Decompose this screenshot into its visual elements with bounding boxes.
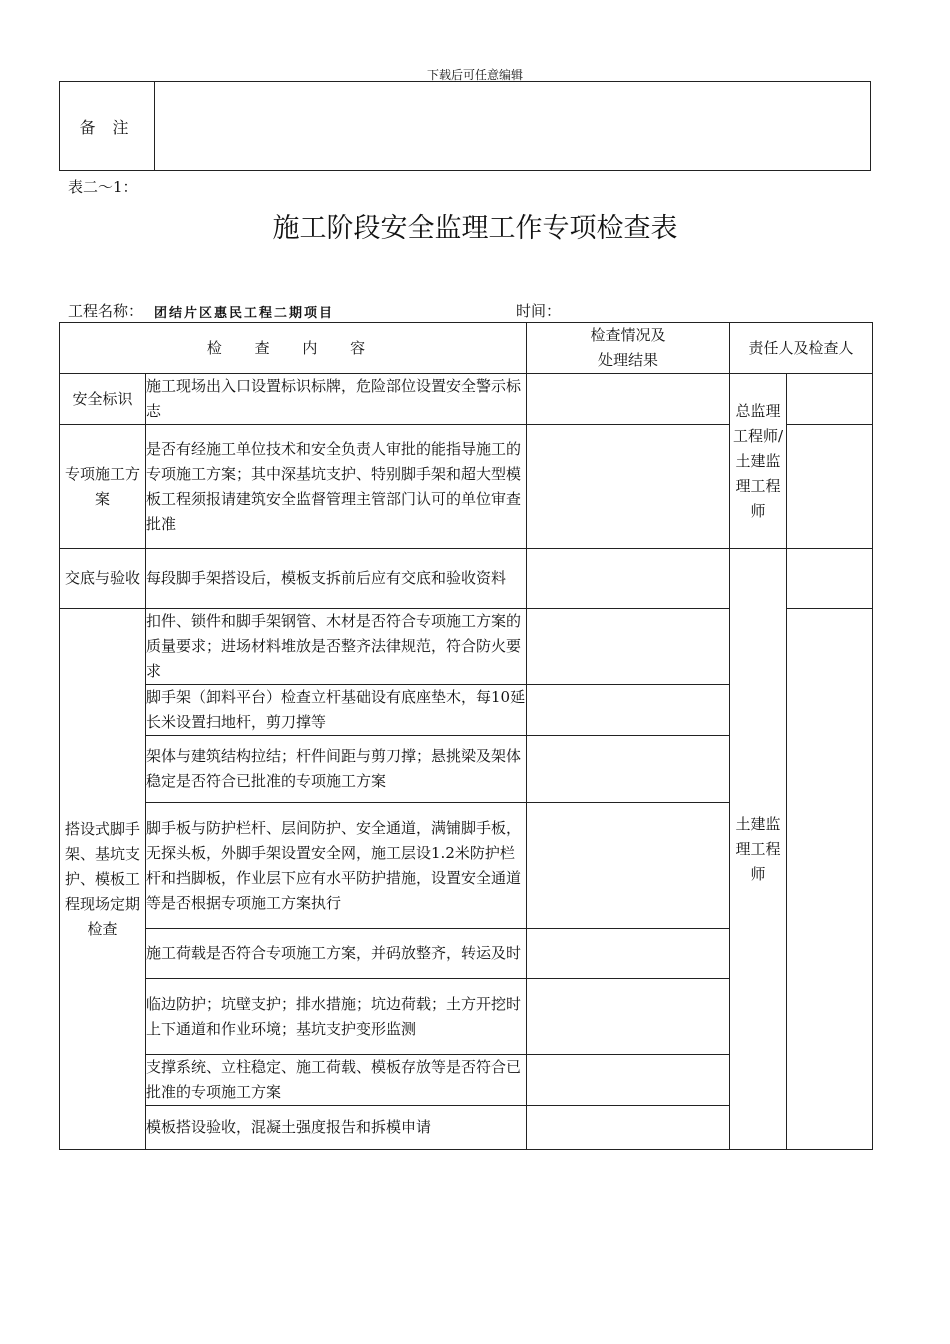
table-row <box>60 374 873 425</box>
check-item: 架体与建筑结构拉结；杆件间距与剪刀撑；悬挑梁及架体稳定是否符合已批准的专项施工方案 <box>146 736 527 803</box>
table-header-row <box>60 323 873 374</box>
check-item: 是否有经施工单位技术和安全负责人审批的能指导施工的专项施工方案；其中深基坑支护、特别脚手架和超大型模板工程须报请建筑安全监督管理主管部门认可的单位审查批准 <box>146 425 527 549</box>
result-cell[interactable] <box>527 374 730 425</box>
header-person: 责任人及检查人 <box>730 323 873 374</box>
check-item: 支撑系统、立柱稳定、施工荷载、模板存放等是否符合已批准的专项施工方案 <box>146 1055 527 1106</box>
remarks-divider <box>154 82 155 170</box>
check-item: 模板搭设验收，混凝土强度报告和拆模申请 <box>146 1106 527 1150</box>
responsible-civil: 土建监理工程师 <box>730 549 787 1150</box>
inspection-table <box>59 322 873 1150</box>
check-item: 临边防护；坑壁支护；排水措施；坑边荷载；土方开挖时上下通道和作业环境；基坑支护变形监测 <box>146 979 527 1055</box>
time-label: 时间： <box>516 302 562 320</box>
table-number: 表二～1： <box>68 178 138 196</box>
inspector-cell[interactable] <box>787 549 873 609</box>
responsible-chief: 总监理工程师/土建监理工程师 <box>730 374 787 549</box>
table-row <box>60 549 873 609</box>
result-cell[interactable] <box>527 803 730 929</box>
category-scaffold: 搭设式脚手架、基坑支护、模板工程现场定期检查 <box>60 609 146 1150</box>
inspector-cell[interactable] <box>787 609 873 1150</box>
check-item: 每段脚手架搭设后，模板支拆前后应有交底和验收资料 <box>146 549 527 609</box>
result-cell[interactable] <box>527 736 730 803</box>
project-label: 工程名称： <box>68 302 144 320</box>
inspector-cell[interactable] <box>787 374 873 425</box>
check-item: 脚手板与防护栏杆、层间防护、安全通道，满铺脚手板，无探头板，外脚手架设置安全网，施工层设1.2米防护栏杆和挡脚板，作业层下应有水平防护措施，设置安全通道等是否根据专项施工方案执行 <box>146 803 527 929</box>
category-handover: 交底与验收 <box>60 549 146 609</box>
result-cell[interactable] <box>527 1055 730 1106</box>
header-content: 检 查 内 容 <box>60 323 527 374</box>
result-cell[interactable] <box>527 685 730 736</box>
header-result: 检查情况及 处理结果 <box>527 323 730 374</box>
category-safety-sign: 安全标识 <box>60 374 146 425</box>
result-cell[interactable] <box>527 1106 730 1150</box>
check-item: 施工荷载是否符合专项施工方案，并码放整齐，转运及时 <box>146 929 527 979</box>
result-cell[interactable] <box>527 549 730 609</box>
page-title: 施工阶段安全监理工作专项检查表 <box>272 213 678 244</box>
result-cell[interactable] <box>527 929 730 979</box>
result-cell[interactable] <box>527 979 730 1055</box>
check-item: 扣件、锁件和脚手架钢管、木材是否符合专项施工方案的质量要求；进场材料堆放是否整齐法律规范，符合防火要求 <box>146 609 527 685</box>
check-item: 脚手架（卸料平台）检查立杆基础设有底座垫木，每10延长米设置扫地杆，剪刀撑等 <box>146 685 527 736</box>
category-special-plan: 专项施工方案 <box>60 425 146 549</box>
project-name: 团结片区惠民工程二期项目 <box>154 306 335 321</box>
header-note: 下载后可任意编辑 <box>426 68 523 82</box>
check-item: 施工现场出入口设置标识标牌，危险部位设置安全警示标志 <box>146 374 527 425</box>
result-cell[interactable] <box>527 425 730 549</box>
remarks-label: 备 注 <box>79 117 135 137</box>
remarks-box <box>59 81 871 171</box>
result-cell[interactable] <box>527 609 730 685</box>
inspector-cell[interactable] <box>787 425 873 549</box>
